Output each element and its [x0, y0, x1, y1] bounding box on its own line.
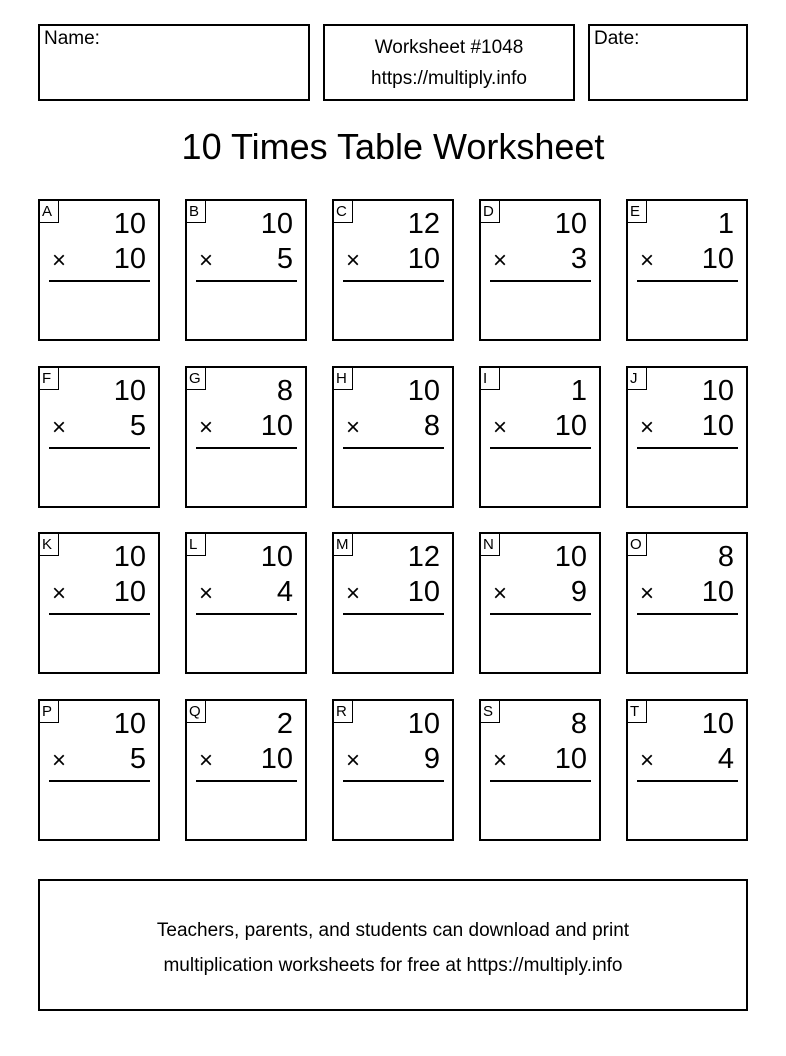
problem-letter: M: [333, 533, 353, 556]
multiplicand: 8: [717, 541, 734, 573]
multiplicand: 10: [113, 375, 146, 407]
answer-line: [49, 613, 150, 615]
problem-letter: H: [333, 367, 353, 390]
times-icon: ×: [52, 580, 67, 607]
times-icon: ×: [199, 247, 214, 274]
problem-letter: N: [480, 533, 500, 556]
multiplicand: 10: [113, 541, 146, 573]
problem-k[interactable]: [38, 532, 160, 674]
times-icon: ×: [52, 247, 67, 274]
times-icon: ×: [346, 247, 361, 274]
multiplicand: 10: [554, 541, 587, 573]
multiplier: 8: [423, 410, 440, 442]
times-icon: ×: [640, 747, 655, 774]
answer-line: [196, 280, 297, 282]
multiplier: 10: [113, 576, 146, 608]
multiplicand: 2: [276, 708, 293, 740]
times-icon: ×: [199, 747, 214, 774]
problem-letter: D: [480, 200, 500, 223]
answer-line: [343, 613, 444, 615]
problem-j[interactable]: [626, 366, 748, 508]
multiplier: 10: [407, 243, 440, 275]
multiplicand: 8: [570, 708, 587, 740]
multiplicand: 10: [113, 208, 146, 240]
worksheet-url: https://multiply.info: [371, 68, 527, 89]
multiplier: 10: [113, 243, 146, 275]
multiplier: 10: [701, 243, 734, 275]
multiplicand: 10: [701, 375, 734, 407]
problem-letter: T: [627, 700, 647, 723]
problem-letter: P: [39, 700, 59, 723]
multiplicand: 10: [113, 708, 146, 740]
answer-line: [49, 447, 150, 449]
footer-line-1: Teachers, parents, and students can download and print: [156, 920, 630, 941]
problem-letter: K: [39, 533, 59, 556]
multiplier: 10: [407, 576, 440, 608]
answer-line: [49, 280, 150, 282]
multiplier: 5: [129, 410, 146, 442]
answer-line: [490, 447, 591, 449]
multiplicand: 12: [407, 208, 440, 240]
problem-m[interactable]: [332, 532, 454, 674]
problem-f[interactable]: [38, 366, 160, 508]
problem-letter: A: [39, 200, 59, 223]
multiplier: 9: [570, 576, 587, 608]
multiplicand: 1: [717, 208, 734, 240]
times-icon: ×: [52, 414, 67, 441]
problem-letter: G: [186, 367, 206, 390]
problem-r[interactable]: [332, 699, 454, 841]
multiplier: 10: [260, 743, 293, 775]
multiplicand: 10: [701, 708, 734, 740]
answer-line: [49, 780, 150, 782]
problem-letter: C: [333, 200, 353, 223]
problem-l[interactable]: [185, 532, 307, 674]
problem-letter: E: [627, 200, 647, 223]
answer-line: [196, 613, 297, 615]
problem-n[interactable]: [479, 532, 601, 674]
multiplier: 4: [276, 576, 293, 608]
times-icon: ×: [640, 414, 655, 441]
times-icon: ×: [493, 247, 508, 274]
multiplier: 10: [554, 410, 587, 442]
name-box[interactable]: [38, 24, 310, 101]
times-icon: ×: [493, 747, 508, 774]
times-icon: ×: [52, 747, 67, 774]
date-box[interactable]: [588, 24, 748, 101]
answer-line: [637, 280, 738, 282]
answer-line: [490, 280, 591, 282]
problem-letter: J: [627, 367, 647, 390]
multiplicand: 1: [570, 375, 587, 407]
multiplicand: 10: [260, 208, 293, 240]
multiplier: 10: [701, 410, 734, 442]
problem-letter: O: [627, 533, 647, 556]
problem-g[interactable]: [185, 366, 307, 508]
date-label: Date:: [594, 28, 640, 49]
footer-box: [38, 879, 748, 1011]
multiplier: 10: [554, 743, 587, 775]
times-icon: ×: [640, 247, 655, 274]
page-title: 10 Times Table Worksheet: [181, 126, 605, 167]
multiplier: 10: [701, 576, 734, 608]
name-label: Name:: [44, 28, 100, 49]
problem-q[interactable]: [185, 699, 307, 841]
multiplier: 5: [129, 743, 146, 775]
problem-letter: S: [480, 700, 500, 723]
multiplicand: 10: [407, 708, 440, 740]
problem-letter: B: [186, 200, 206, 223]
problem-a[interactable]: [38, 199, 160, 341]
answer-line: [490, 780, 591, 782]
multiplicand: 10: [554, 208, 587, 240]
times-icon: ×: [346, 580, 361, 607]
answer-line: [343, 280, 444, 282]
multiplier: 5: [276, 243, 293, 275]
answer-line: [343, 447, 444, 449]
times-icon: ×: [199, 414, 214, 441]
multiplicand: 10: [407, 375, 440, 407]
problem-i[interactable]: [479, 366, 601, 508]
answer-line: [637, 780, 738, 782]
multiplier: 4: [717, 743, 734, 775]
problem-letter: F: [39, 367, 59, 390]
problem-letter: R: [333, 700, 353, 723]
multiplicand: 10: [260, 541, 293, 573]
answer-line: [637, 613, 738, 615]
answer-line: [196, 447, 297, 449]
worksheet-info-box: [323, 24, 575, 101]
answer-line: [490, 613, 591, 615]
problem-b[interactable]: [185, 199, 307, 341]
multiplier: 3: [570, 243, 587, 275]
problem-d[interactable]: [479, 199, 601, 341]
problem-t[interactable]: [626, 699, 748, 841]
multiplicand: 8: [276, 375, 293, 407]
problem-p[interactable]: [38, 699, 160, 841]
times-icon: ×: [346, 747, 361, 774]
footer-line-2: multiplication worksheets for free at https://multiply.info: [163, 955, 623, 976]
times-icon: ×: [493, 414, 508, 441]
times-icon: ×: [346, 414, 361, 441]
multiplicand: 12: [407, 541, 440, 573]
problem-h[interactable]: [332, 366, 454, 508]
multiplier: 10: [260, 410, 293, 442]
multiplier: 9: [423, 743, 440, 775]
answer-line: [196, 780, 297, 782]
problem-c[interactable]: [332, 199, 454, 341]
problem-letter: L: [186, 533, 206, 556]
times-icon: ×: [493, 580, 508, 607]
problem-e[interactable]: [626, 199, 748, 341]
problem-s[interactable]: [479, 699, 601, 841]
times-icon: ×: [199, 580, 214, 607]
problem-letter: I: [480, 367, 500, 390]
worksheet-number: Worksheet #1048: [374, 37, 524, 58]
times-icon: ×: [640, 580, 655, 607]
answer-line: [637, 447, 738, 449]
answer-line: [343, 780, 444, 782]
problem-o[interactable]: [626, 532, 748, 674]
problem-letter: Q: [186, 700, 206, 723]
